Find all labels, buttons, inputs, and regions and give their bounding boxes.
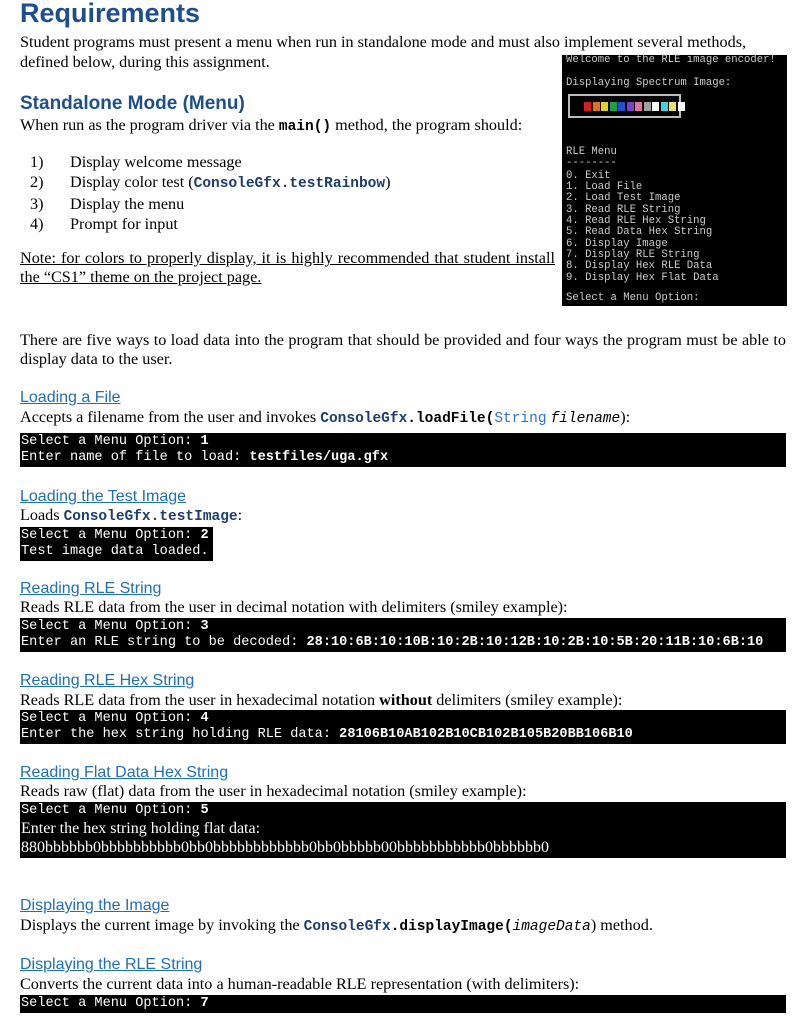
test-image-terminal: Select a Menu Option: 2 Test image data loaded.	[20, 527, 213, 561]
console-menu-item: 1. Load File	[566, 181, 643, 193]
list-item: 4) Prompt for input	[30, 215, 178, 233]
console-menu-item: 8. Display Hex RLE Data	[566, 260, 713, 272]
display-rle-heading: Displaying the RLE String	[20, 956, 203, 973]
five-ways-text: There are five ways to load data into the program that should be provided and four ways the program must be able to display data to the user.	[20, 331, 786, 368]
standalone-heading: Standalone Mode (Menu)	[20, 93, 245, 114]
test-image-heading: Loading the Test Image	[20, 488, 187, 505]
intro-line-2: defined below, during this assignment.	[20, 53, 270, 71]
rainbow-swatch	[661, 102, 668, 111]
console-welcome: Welcome to the RLE image encoder!	[566, 54, 776, 66]
rainbow-swatch	[627, 102, 634, 111]
console-menu-item: 3. Read RLE String	[566, 204, 681, 216]
list-item: 3) Display the menu	[30, 195, 185, 213]
console-menu-rule: --------	[566, 157, 617, 169]
flat-hex-text: Reads raw (flat) data from the user in hexadecimal notation (smiley example):	[20, 782, 527, 800]
console-menu-item: 4. Read RLE Hex String	[566, 215, 706, 227]
rainbow-swatch	[618, 102, 625, 111]
rle-hex-text: Reads RLE data from the user in hexadecimal notation without delimiters (smiley example):	[20, 691, 623, 709]
rainbow-swatch	[610, 102, 617, 111]
list-item: 2) Display color test (ConsoleGfx.testRainbow)	[30, 173, 391, 192]
console-prompt: Select a Menu Option:	[566, 292, 700, 304]
display-image-heading: Displaying the Image	[20, 897, 170, 914]
console-menu-item: 0. Exit	[566, 170, 611, 182]
rainbow-swatch	[635, 102, 642, 111]
console-menu-item: 6. Display Image	[566, 238, 668, 250]
console-spectrum-label: Displaying Spectrum Image:	[566, 77, 732, 89]
intro-line-1: Student programs must present a menu when run in standalone mode and must also implement several methods,	[20, 33, 747, 51]
rle-string-heading: Reading RLE String	[20, 580, 162, 597]
standalone-steps	[30, 152, 390, 234]
standalone-text: When run as the program driver via the main() method, the program should:	[20, 116, 523, 135]
rainbow-image	[568, 94, 681, 118]
rainbow-swatch	[601, 102, 608, 111]
rainbow-swatch	[669, 102, 676, 111]
test-rainbow-code: ConsoleGfx.testRainbow	[193, 176, 386, 192]
rle-string-terminal: Select a Menu Option: 3 Enter an RLE string to be decoded: 28:10:6B:10:10B:10:2B:10:12B:10:2B:10:5B:20:11B:10:6B:10	[20, 618, 786, 652]
console-screenshot	[562, 55, 787, 306]
flat-hex-terminal: Select a Menu Option: 5 Enter the hex string holding flat data: 880bbbbbb0bbbbbbbbbb0bb0bbbbbbbbbbbb0bb0bbbbb00bbbbbbbbbbb0bbbbbb0	[20, 802, 786, 858]
rainbow-swatch	[652, 102, 659, 111]
loading-file-terminal: Select a Menu Option: 1 Enter name of file to load: testfiles/uga.gfx	[20, 433, 786, 467]
console-menu-item: 9. Display Hex Flat Data	[566, 272, 719, 284]
theme-note: Note: for colors to properly display, it is highly recommended that student install the “CS1” theme on the project page.	[20, 249, 555, 286]
list-item: 1) Display welcome message	[30, 153, 242, 171]
rainbow-swatch	[584, 102, 591, 111]
rle-hex-heading: Reading RLE Hex String	[20, 672, 195, 689]
rainbow-swatch	[678, 102, 685, 111]
console-menu-title: RLE Menu	[566, 146, 617, 158]
display-image-text: Displays the current image by invoking the ConsoleGfx.displayImage(imageData) method.	[20, 916, 653, 935]
console-menu-item: 5. Read Data Hex String	[566, 226, 713, 238]
rle-string-text: Reads RLE data from the user in decimal notation with delimiters (smiley example):	[20, 598, 568, 616]
display-rle-terminal: Select a Menu Option: 7	[20, 995, 786, 1013]
rainbow-swatch	[644, 102, 651, 111]
page-title: Requirements	[20, 0, 201, 28]
console-menu-item: 7. Display RLE String	[566, 249, 700, 261]
rle-hex-terminal: Select a Menu Option: 4 Enter the hex string holding RLE data: 28106B10AB102B10CB102B105B20BB106B10	[20, 710, 786, 744]
test-image-text: Loads ConsoleGfx.testImage:	[20, 506, 243, 525]
flat-hex-heading: Reading Flat Data Hex String	[20, 764, 229, 781]
rainbow-swatch	[593, 102, 600, 111]
loading-file-text: Accepts a filename from the user and invokes ConsoleGfx.loadFile(String filename):	[20, 408, 631, 427]
loading-file-heading: Loading a File	[20, 389, 121, 406]
main-method-code: main()	[278, 119, 332, 135]
console-menu-item: 2. Load Test Image	[566, 192, 681, 204]
display-rle-text: Converts the current data into a human-readable RLE representation (with delimiters):	[20, 975, 580, 993]
